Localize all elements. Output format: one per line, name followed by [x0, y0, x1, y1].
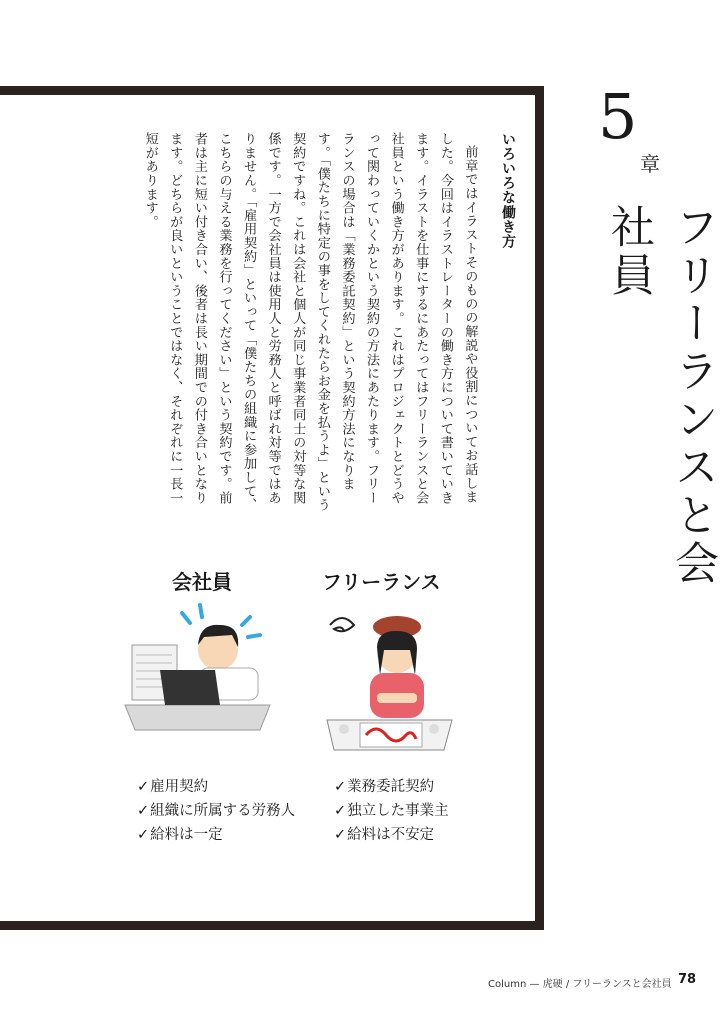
list-item: ✓給料は一定 [137, 827, 223, 843]
freelance-heading: フリーランス [322, 570, 441, 594]
check-icon: ✓ [137, 803, 150, 819]
list-item: ✓給料は不安定 [334, 827, 435, 843]
employee-illustration [120, 605, 280, 735]
list-item: ✓組織に所属する労務人 [137, 803, 296, 819]
employee-list [137, 775, 295, 847]
list-item: ✓業務委託契約 [334, 779, 435, 795]
check-icon: ✓ [334, 779, 347, 795]
check-icon: ✓ [334, 803, 347, 819]
chapter-number: 5 [598, 80, 638, 153]
list-item: ✓独立した事業主 [334, 803, 449, 819]
chapter-label: 章 [640, 152, 660, 176]
body-text-block [142, 132, 520, 512]
page-number: 78 [678, 972, 697, 987]
check-icon: ✓ [137, 779, 150, 795]
body-paragraph: 前章ではイラストそのものの解説や役割についてお話しました。今回はイラストレーターの働き方について書いていきます。イラストを仕事にするにあたってはフリーランスと会社員という働き方があります。これはプロジェクトとどうやって関わっていくかという契約の方法にあたります。フリーランスの場合は「業務委託契約」という契約方法になります。「僕たちに特定の事をしてくれたらお金を払うよ」という契約ですね。これは会社と個人が同じ事業者同士の対等な関係です。一方で会社員は使用人と労務人と呼ばれ対等ではありません。「雇用契約」といって「僕たちの組織に参加して、こちらの与える業務を行ってください」という契約です。前者は主に短い付き合い、後者は長い期間での付き合いとなります。どちらが良いということではなく、それぞれに一長一短があります。 [142, 132, 478, 512]
employee-heading: 会社員 [172, 570, 232, 594]
chapter-title: フリーランスと会社員 [603, 204, 718, 588]
check-icon: ✓ [334, 827, 347, 843]
freelancer-illustration [322, 605, 462, 755]
section-heading: いろいろな働き方 [500, 132, 516, 249]
check-icon: ✓ [137, 827, 150, 843]
list-item: ✓雇用契約 [137, 779, 209, 795]
footer-text: Column — 虎硬 / フリーランスと会社員 [488, 979, 672, 990]
freelance-list [334, 775, 449, 847]
